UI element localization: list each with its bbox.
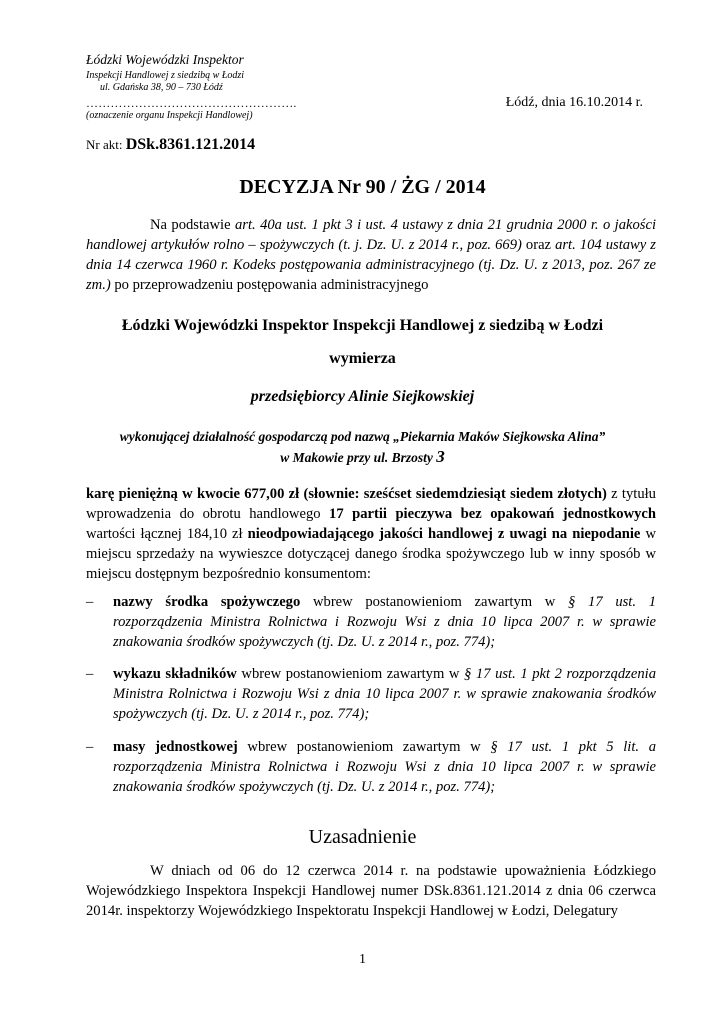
organ-dots-line: ……………………………………………. xyxy=(86,96,297,110)
list-item xyxy=(86,737,656,797)
list-item xyxy=(86,664,656,724)
list-item-plain: wbrew postanowieniom zawartym w xyxy=(236,666,465,682)
authority-name: Łódzki Wojewódzki Inspektor xyxy=(86,52,244,67)
place-date: Łódź, dnia 16.10.2014 r. xyxy=(505,95,643,110)
act-number xyxy=(86,136,255,154)
list-item-text xyxy=(113,664,656,724)
list-item-citation: § 17 ust. 1 pkt 2 rozporządzenia Ministra Rolnictwa i Rozwoju Wsi z dnia 10 lipca 2007 r. w sprawie znakowania środków spożywczych (tj. Dz. U. z 2014 r., poz. 774); xyxy=(113,666,656,722)
p1-text-1: Na podstawie xyxy=(150,217,235,233)
list-item-plain: wbrew postanowieniom zawartym w xyxy=(300,594,569,610)
organ-note: (oznaczenie organu Inspekcji Handlowej) xyxy=(86,110,253,121)
authority-sub-line-1: Inspekcji Handlowej z siedzibą w Łodzi xyxy=(86,70,245,81)
list-item xyxy=(86,592,656,652)
penalty-amount: karę pieniężną w kwocie 677,00 zł (słownie: sześćset siedemdziesiąt siedem złotych) xyxy=(86,486,607,502)
p1-text-3: po przeprowadzeniu postępowania administracyjnego xyxy=(110,277,429,293)
list-dash: – xyxy=(86,739,94,755)
wymierza-line: wymierza xyxy=(329,350,396,367)
authority-sub-line-2: ul. Gdańska 38, 90 – 730 Łódź xyxy=(100,82,223,93)
activity-house-number: 3 xyxy=(436,447,445,466)
p2-text-2: wartości łącznej 184,10 zł xyxy=(86,526,248,542)
justification-paragraph: W dniach od 06 do 12 czerwca 2014 r. na podstawie upoważnienia Łódzkiego Wojewódzkiego Inspektora Inspekcji Handlowej numer DSk.8361.121.2014 z dnia 06 czerwca 2014r. inspektorzy Wojewódzkiego Inspektoratu Inspekcji Handlowej w Łodzi, Delegatury xyxy=(86,863,656,919)
activity-line-2 xyxy=(0,447,725,468)
activity-address: w Makowie przy ul. Brzosty xyxy=(280,450,437,465)
decision-title: DECYZJA Nr 90 / ŻG / 2014 xyxy=(239,176,486,198)
list-dash: – xyxy=(86,594,94,610)
authority-address xyxy=(86,70,244,94)
p1-citation-2: art. 104 ustawy z dnia 14 czerwca 1960 r. Kodeks postępowania administracyjnego (tj. Dz. U. z 2013, poz. 267 ze zm.) xyxy=(86,237,656,293)
list-item-text xyxy=(113,737,656,797)
justification-heading: Uzasadnienie xyxy=(308,826,417,848)
p2-text-3: w miejscu sprzedaży na wywieszce dotyczącej danego środka spożywczego lub w inny sposób w miejscu dostępnym bezpośrednio konsumentom: xyxy=(86,526,656,582)
p2-bold-3: nieodpowiadającego jakości handlowej z uwagi na niepodanie xyxy=(247,526,641,542)
legal-basis-paragraph xyxy=(86,215,656,295)
recipient-line: przedsiębiorcy Alinie Siejkowskiej xyxy=(250,388,475,405)
activity-block xyxy=(0,427,725,468)
act-number-value: DSk.8361.121.2014 xyxy=(125,136,256,153)
list-item-text xyxy=(113,592,656,652)
p1-citation-1: art. 40a ust. 1 pkt 3 i ust. 4 ustawy z dnia 21 grudnia 2000 r. o jakości handlowej artykułów rolno – spożywczych (t. j. Dz. U. z 2014 r., poz. 669) xyxy=(86,217,656,253)
p2-text-1: z tytułu wprowadzenia do obrotu handlowego xyxy=(86,486,656,522)
page-number: 1 xyxy=(359,952,366,967)
penalty-paragraph xyxy=(86,484,656,584)
list-item-bold: nazwy środka spożywczego xyxy=(113,594,301,610)
list-item-citation: § 17 ust. 1 rozporządzenia Ministra Rolnictwa i Rozwoju Wsi z dnia 10 lipca 2007 r. w sprawie znakowania środków spożywczych (tj. Dz. U. z 2014 r., poz. 774); xyxy=(113,594,656,650)
list-item-citation: § 17 ust. 1 pkt 5 lit. a rozporządzenia Ministra Rolnictwa i Rozwoju Wsi z dnia 10 lipca 2007 r. w sprawie znakowania środków spożywczych (tj. Dz. U. z 2014 r., poz. 774); xyxy=(113,739,656,795)
authority-line: Łódzki Wojewódzki Inspektor Inspekcji Handlowej z siedzibą w Łodzi xyxy=(121,317,604,334)
list-item-bold: masy jednostkowej xyxy=(113,739,238,755)
act-number-label: Nr akt: xyxy=(86,137,123,152)
activity-line-1: wykonującej działalność gospodarczą pod nazwą „Piekarnia Maków Siejkowska Alina” xyxy=(119,429,606,444)
list-item-plain: wbrew postanowieniom zawartym w xyxy=(237,739,491,755)
p2-bold-2: 17 partii pieczywa bez opakowań jednostkowych xyxy=(329,506,656,522)
p1-text-2: oraz xyxy=(521,237,556,253)
list-item-bold: wykazu składników xyxy=(113,666,237,682)
list-dash: – xyxy=(86,666,94,682)
